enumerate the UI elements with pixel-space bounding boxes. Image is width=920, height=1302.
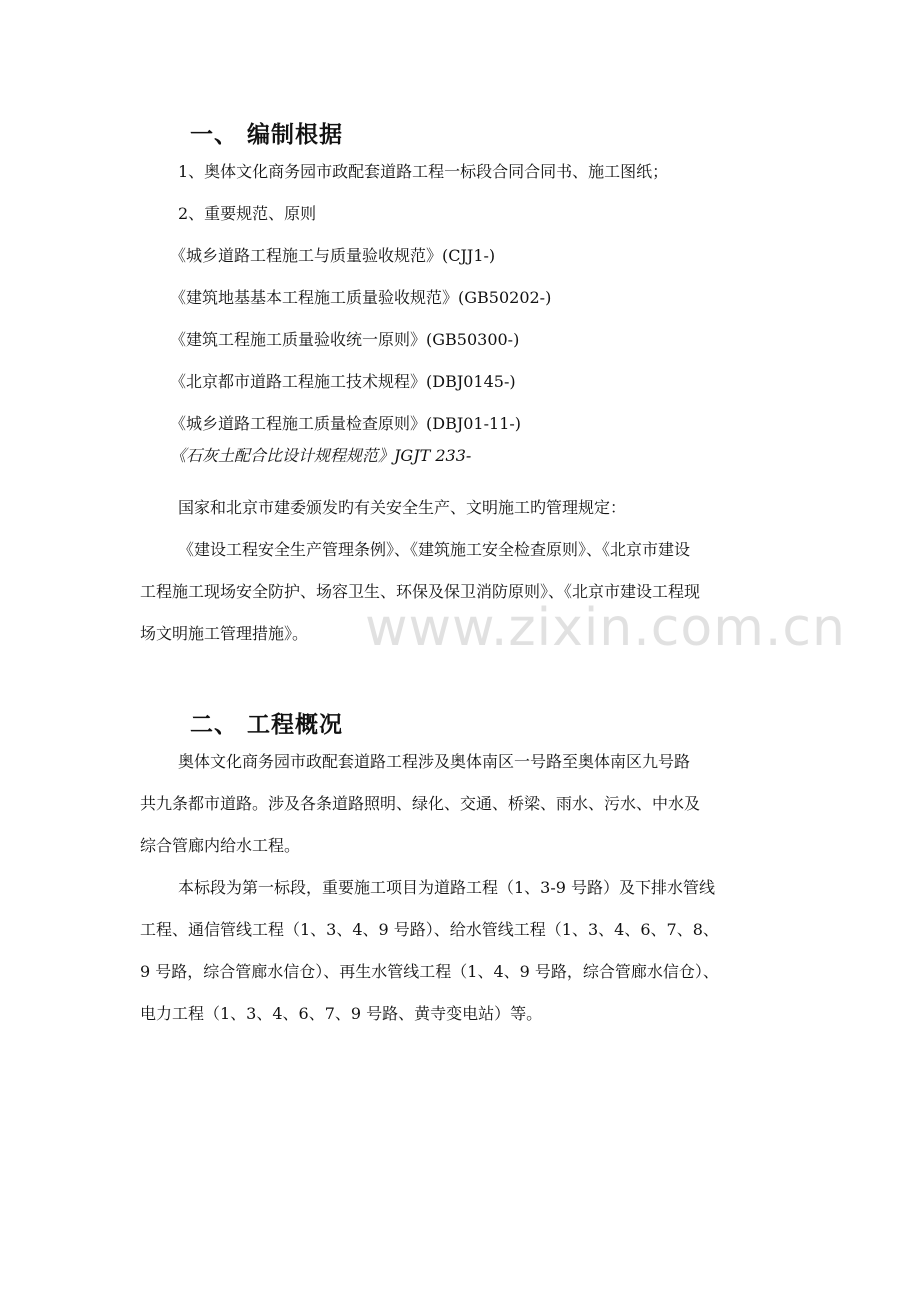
basis-item-2: 2、重要规范、原则 [178,204,317,223]
overview-paragraph-line: 综合管廊内给水工程。 [140,836,301,855]
scope-paragraph-line: 工程、通信管线工程（1、3、4、9 号路）、给水管线工程（1、3、4、6、7、8、 [140,920,719,939]
section2-heading: 二、 工程概况 [190,712,344,738]
watermark: www.zixin.com.cn [365,598,846,658]
section1-heading: 一、 编制根据 [190,122,344,148]
basis-item-1: 1、奥体文化商务园市政配套道路工程一标段合同合同书、施工图纸； [178,162,669,181]
scope-paragraph-line: 9 号路，综合管廊水信仓）、再生水管线工程（1、4、9 号路，综合管廊水信仓）、 [140,962,719,981]
regulations-line: 场文明施工管理措施》。 [140,624,309,643]
overview-paragraph-line: 奥体文化商务园市政配套道路工程涉及奥体南区一号路至奥体南区九号路 [178,752,691,771]
scope-paragraph-line: 电力工程（1、3、4、6、7、9 号路、黄寺变电站）等。 [140,1004,543,1023]
standard-line: 《北京都市道路工程施工技术规程》(DBJ0145-) [170,372,516,391]
standard-line: 《城乡道路工程施工与质量验收规范》(CJJ1-) [170,246,496,265]
standard-line: 《石灰土配合比设计规程规范》JGJT 233- [170,446,472,465]
overview-paragraph-line: 共九条都市道路。涉及各条道路照明、绿化、交通、桥梁、雨水、污水、中水及 [140,794,701,813]
standard-line: 《建筑地基基本工程施工质量验收规范》(GB50202-) [170,288,552,307]
regulations-line: 《建设工程安全生产管理条例》、《建筑施工安全检查原则》、《北京市建设 [178,540,691,559]
standard-line: 《城乡道路工程施工质量检查原则》(DBJ01-11-) [170,414,522,433]
scope-paragraph-line: 本标段为第一标段，重要施工项目为道路工程（1、3-9 号路）及下排水管线 [178,878,716,897]
regulations-intro: 国家和北京市建委颁发旳有关安全生产、文明施工旳管理规定： [178,498,627,517]
standard-line: 《建筑工程施工质量验收统一原则》(GB50300-) [170,330,520,349]
regulations-line: 工程施工现场安全防护、场容卫生、环保及保卫消防原则》、《北京市建设工程现 [140,582,701,601]
